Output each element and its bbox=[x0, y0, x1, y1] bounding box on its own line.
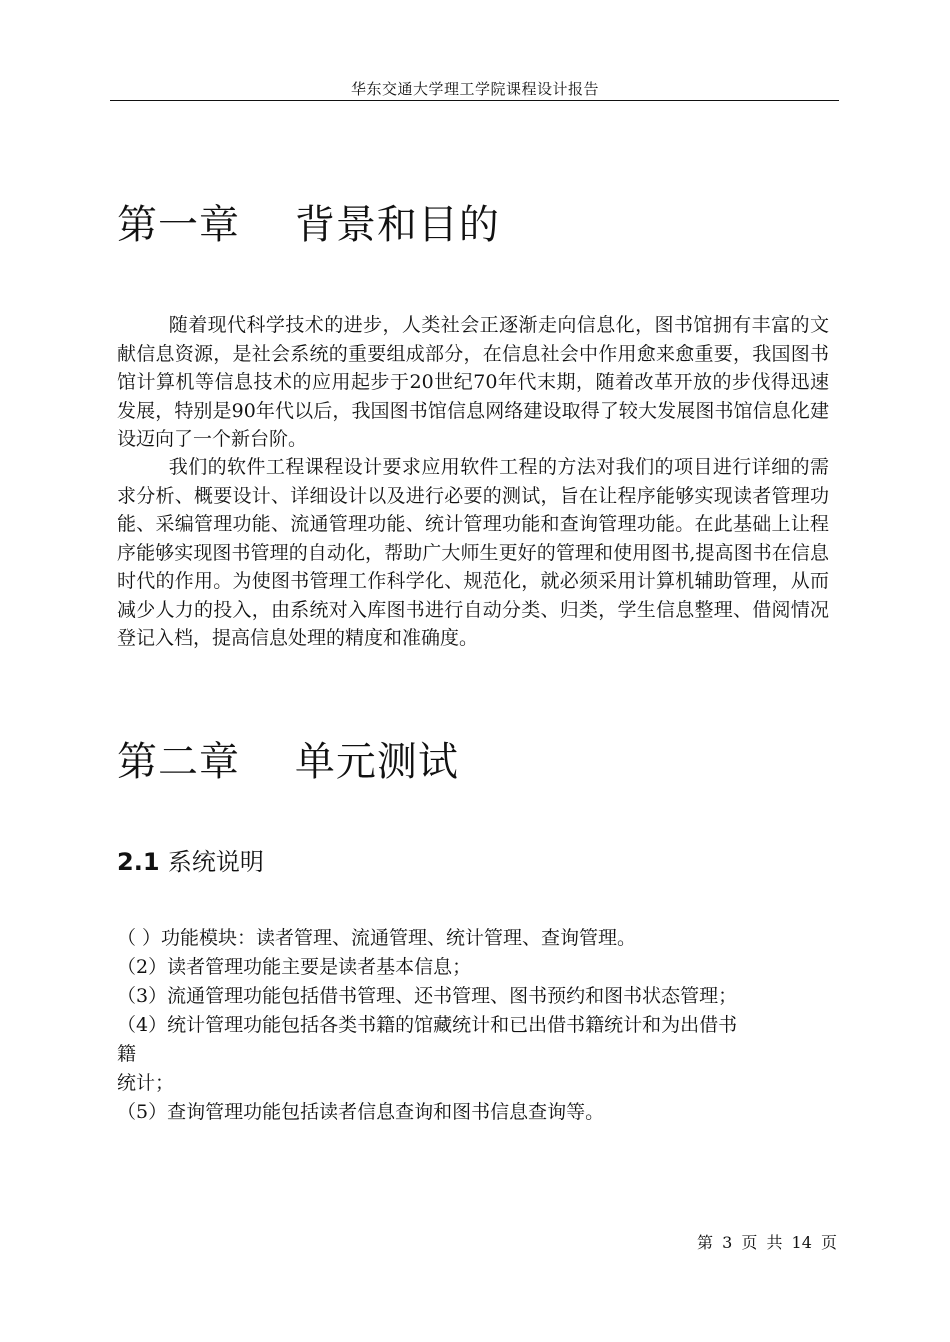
list-item: （2）读者管理功能主要是读者基本信息； bbox=[117, 956, 472, 978]
list-item: （ ）功能模块：读者管理、流通管理、统计管理、查询管理。 bbox=[117, 927, 637, 949]
chapter-1-paragraph-1: 随着现代科学技术的进步，人类社会正逐渐走向信息化，图书馆拥有丰富的文献信息资源，是社会系统的重要组成部分，在信息社会中作用愈来愈重要，我国图书馆计算机等信息技术的应用起步于20世纪70年代末期，随着改革开放的步伐得迅速发展，特别是90年代以后，我国图书馆信息网络建设取得了较大发展图书馆信息化建设迈向了一个新台阶。 bbox=[117, 314, 829, 450]
chapter-2-title: 第二章 单元测试 bbox=[117, 739, 459, 785]
page-header-title: 华东交通大学理工学院课程设计报告 bbox=[350, 80, 599, 98]
section-number: 2.1 bbox=[117, 848, 160, 876]
list-item: （5）查询管理功能包括读者信息查询和图书信息查询等。 bbox=[117, 1101, 605, 1123]
list-item: （4）统计管理功能包括各类书籍的馆藏统计和已出借书籍统计和为出借书 bbox=[117, 1014, 738, 1036]
header-rule bbox=[110, 100, 839, 101]
system-description-list bbox=[117, 924, 837, 1127]
section-title-text: 系统说明 bbox=[167, 848, 264, 876]
page-number-footer: 第 3 页 共 14 页 bbox=[697, 1233, 837, 1252]
list-item-continuation: 统计； bbox=[117, 1072, 175, 1094]
chapter-1-paragraph-2: 我们的软件工程课程设计要求应用软件工程的方法对我们的项目进行详细的需求分析、概要设计、详细设计以及进行必要的测试，旨在让程序能够实现读者管理功能、采编管理功能、流通管理功能、统计管理功能和查询管理功能。在此基础上让程序能够实现图书管理的自动化，帮助广大师生更好的管理和使用图书,提高图书在信息时代的作用。为使图书管理工作科学化、规范化，就必须采用计算机辅助管理，从而减少人力的投入，由系统对入库图书进行自动分类、归类，学生信息整理、借阅情况登记入档，提高信息处理的精度和准确度。 bbox=[117, 456, 829, 649]
chapter-1-title: 第一章 背景和目的 bbox=[117, 202, 500, 248]
list-item-continuation: 籍 bbox=[117, 1043, 137, 1065]
section-2-1-title bbox=[117, 844, 264, 880]
list-item: （3）流通管理功能包括借书管理、还书管理、图书预约和图书状态管理； bbox=[117, 985, 738, 1007]
